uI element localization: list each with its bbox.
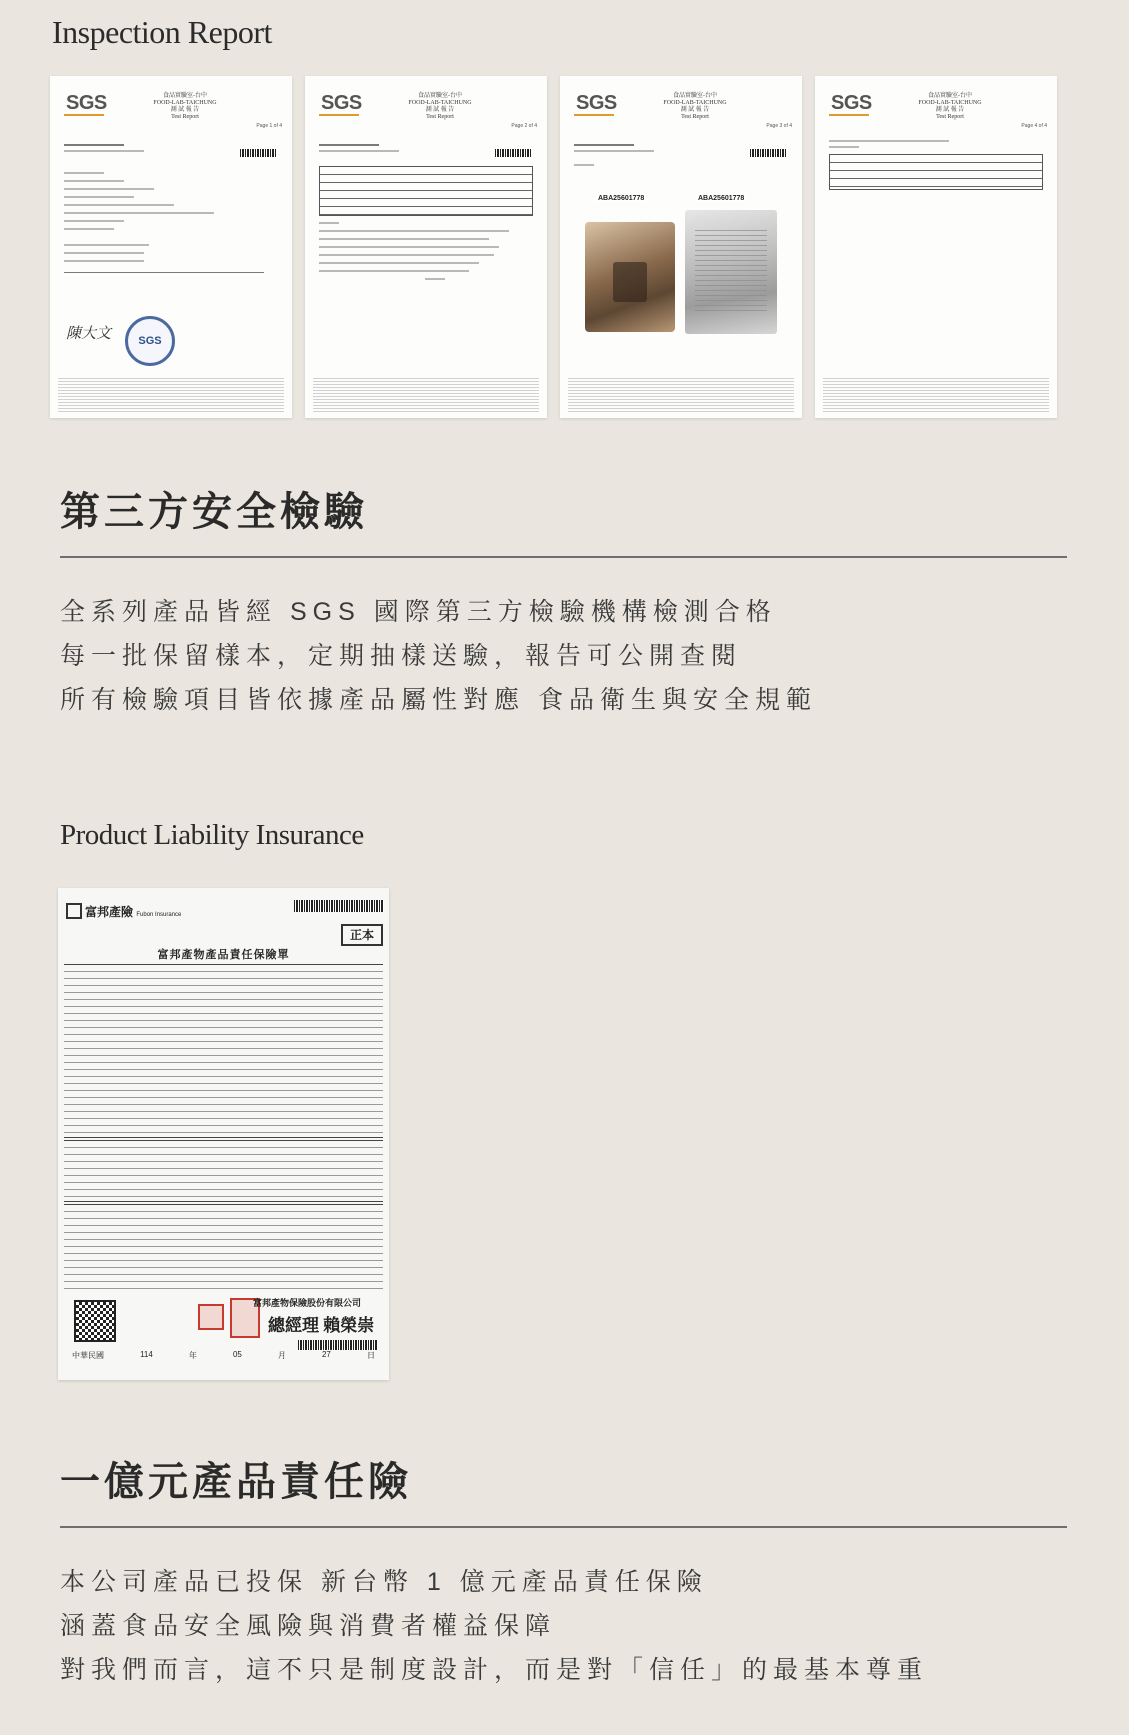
text-line [319, 254, 494, 256]
sgs-logo: SGS [576, 92, 617, 114]
sample-id-label: ABA25601778 [598, 195, 645, 202]
insurer-name: 富邦產物保險股份有限公司 [253, 1298, 362, 1308]
report-type-cn: 測 試 報 告 [170, 107, 200, 113]
page-number: Page 2 of 4 [511, 123, 537, 129]
sgs-report-gallery [50, 76, 1056, 418]
date-month: 05 [232, 1350, 242, 1359]
insurance-text-line-3: 對我們而言，這不只是制度設計，而是對「信任」的最基本尊重 [60, 1656, 929, 1684]
date-year: 114 [140, 1350, 153, 1359]
insurance-text-line-1: 本公司產品已投保 新台幣 1 億元產品責任保險 [60, 1568, 708, 1596]
report-type-cn: 測 試 報 告 [680, 107, 710, 113]
lab-name-en: FOOD-LAB-TAICHUNG [153, 100, 217, 106]
logo-underline [574, 114, 614, 116]
test-results-table [319, 166, 533, 216]
report-barcode [495, 149, 531, 157]
fine-print [823, 378, 1049, 412]
signature: 陳大文 [66, 326, 112, 342]
test-results-table [829, 154, 1043, 190]
fine-print [568, 378, 794, 412]
text-line [425, 278, 445, 280]
inspection-report-title: Inspection Report [52, 14, 272, 50]
sgs-report-page-3[interactable] [560, 76, 802, 418]
text-line [64, 244, 149, 246]
insurance-policy-document[interactable] [58, 888, 389, 1380]
sgs-seal-icon: SGS [125, 316, 175, 366]
lab-name-cn: 食品實驗室-台中 [418, 93, 462, 99]
page-number: Page 4 of 4 [1021, 123, 1047, 129]
report-type-en: Test Report [681, 114, 709, 120]
text-line [319, 150, 399, 152]
coverage-table [64, 1140, 383, 1202]
text-line [574, 164, 594, 166]
sgs-report-page-4[interactable] [815, 76, 1057, 418]
issue-date: 中華民國 114 年 05 月 27 日 [72, 1350, 375, 1360]
sample-photo-back [685, 210, 777, 334]
policy-barcode [298, 1340, 378, 1350]
report-header [130, 93, 240, 121]
sgs-logo: SGS [321, 92, 362, 114]
inspection-text-line-2: 每一批保留樣本，定期抽樣送驗，報告可公開查閱 [60, 642, 743, 670]
lab-name-en: FOOD-LAB-TAICHUNG [918, 100, 982, 106]
text-line [574, 144, 634, 146]
text-line [319, 222, 339, 224]
text-line [319, 246, 499, 248]
policy-details-table [64, 964, 383, 1138]
company-seal-stamp [198, 1304, 224, 1330]
third-party-inspection-heading: 第三方安全檢驗 [60, 490, 368, 534]
report-type-cn: 測 試 報 告 [935, 107, 965, 113]
text-line [64, 188, 154, 190]
lab-name-cn: 食品實驗室-台中 [163, 93, 207, 99]
text-line [319, 230, 509, 232]
text-line [319, 144, 379, 146]
report-type-en: Test Report [426, 114, 454, 120]
sgs-report-page-1[interactable] [50, 76, 292, 418]
brand-name-en: Fubon Insurance [136, 912, 182, 918]
page-number: Page 3 of 4 [766, 123, 792, 129]
text-line [64, 204, 174, 206]
text-line [64, 150, 144, 152]
policy-barcode [294, 900, 384, 912]
text-line [574, 150, 654, 152]
lab-name-cn: 食品實驗室-台中 [928, 93, 972, 99]
report-type-en: Test Report [171, 114, 199, 120]
inspection-text-line-1: 全系列產品皆經 SGS 國際第三方檢驗機構檢測合格 [60, 598, 777, 626]
policy-title: 富邦產物產品責任保險單 [157, 949, 290, 961]
report-header [640, 93, 750, 121]
sgs-logo: SGS [66, 92, 107, 114]
inspection-text-line-3: 所有檢驗項目皆依據產品屬性對應 食品衛生與安全規範 [60, 686, 817, 714]
lab-name-en: FOOD-LAB-TAICHUNG [408, 100, 472, 106]
logo-underline [64, 114, 104, 116]
qr-code [74, 1300, 116, 1342]
text-line [64, 260, 144, 262]
text-line [64, 180, 124, 182]
text-line [829, 146, 859, 148]
report-barcode [750, 149, 786, 157]
report-barcode [240, 149, 276, 157]
insurance-text-line-2: 涵蓋食品安全風險與消費者權益保障 [60, 1612, 557, 1640]
logo-underline [319, 114, 359, 116]
original-copy-mark: 正本 [341, 924, 383, 946]
logo-underline [829, 114, 869, 116]
fine-print [58, 378, 284, 412]
text-line [64, 144, 124, 146]
text-line [64, 220, 124, 222]
report-header [385, 93, 495, 121]
product-liability-insurance-title: Product Liability Insurance [60, 819, 364, 851]
brand-name: 富邦產險 [85, 905, 134, 919]
text-line [319, 262, 479, 264]
liability-insurance-heading: 一億元產品責任險 [60, 1460, 412, 1504]
text-line [64, 212, 214, 214]
text-line [829, 140, 949, 142]
sgs-report-page-2[interactable] [305, 76, 547, 418]
report-header [895, 93, 1005, 121]
text-line [64, 172, 104, 174]
report-type-en: Test Report [936, 114, 964, 120]
text-line [319, 238, 489, 240]
text-line [319, 270, 469, 272]
lab-name-en: FOOD-LAB-TAICHUNG [663, 100, 727, 106]
text-line [64, 196, 134, 198]
date-day: 27 [321, 1350, 331, 1359]
lab-name-cn: 食品實驗室-台中 [673, 93, 717, 99]
fubon-icon [66, 903, 82, 919]
president-signature: 總經理 賴榮崇 [268, 1316, 375, 1335]
text-line [64, 228, 114, 230]
clauses-list [64, 1204, 383, 1295]
report-type-cn: 測 試 報 告 [425, 107, 455, 113]
sample-id-label: ABA25601778 [698, 195, 745, 202]
text-line [64, 252, 144, 254]
sgs-logo: SGS [831, 92, 872, 114]
fine-print [313, 378, 539, 412]
sample-photo-front [585, 222, 675, 332]
section-divider [60, 1526, 1067, 1528]
section-divider [60, 556, 1067, 558]
divider [64, 272, 264, 273]
page-number: Page 1 of 4 [256, 123, 282, 129]
fubon-logo [66, 903, 181, 920]
